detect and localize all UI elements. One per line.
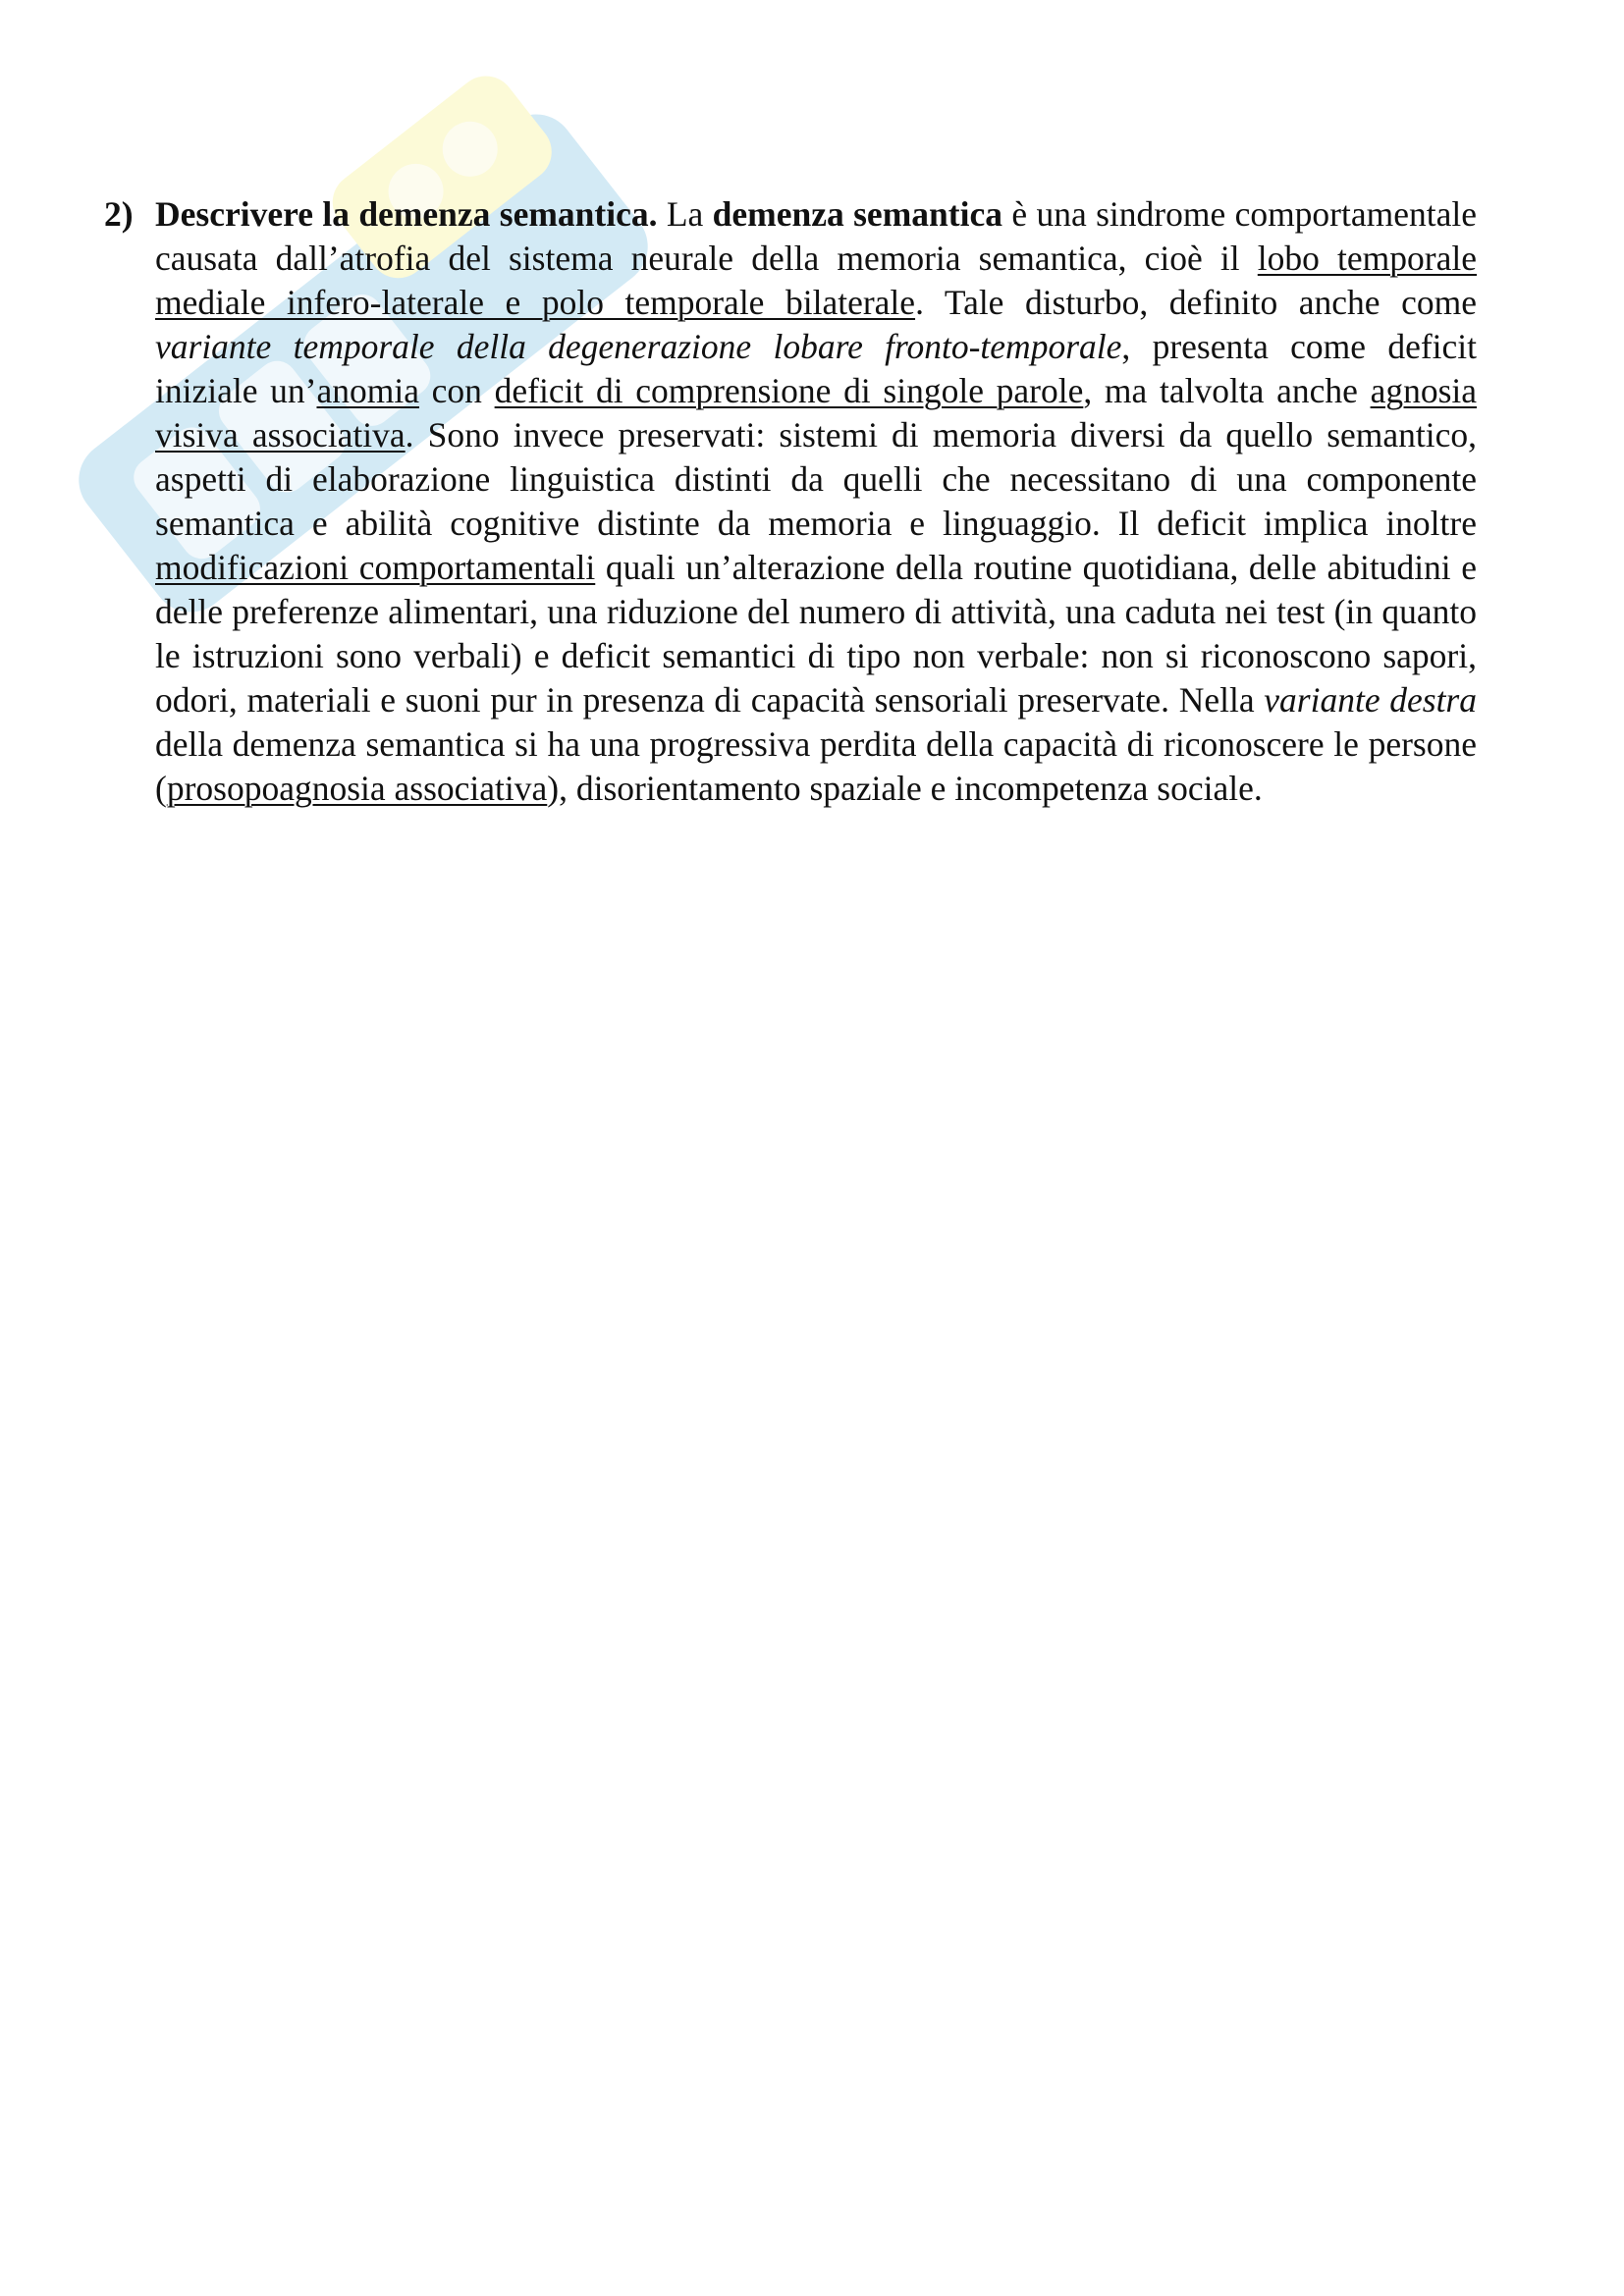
underlined-text: modificazioni comportamentali (155, 548, 596, 587)
underlined-text: anomia (316, 371, 419, 410)
text-run: quali un’alterazione della routine quotidiana, delle abitudini e delle preferenze alimentari, una riduzione del numero di attività, una caduta nei test (in quanto le istruzioni sono verbali) e deficit semantici di tipo non verbale: non si riconoscono sapori, odori, materiali e suoni pur in presenza di capacità sensoriali preservate. Nella (155, 548, 1477, 720)
underlined-text: lobo temporale mediale infero-laterale e polo temporale bilaterale (155, 239, 1477, 322)
underlined-text: agnosia visiva associativa (155, 371, 1478, 454)
text-run: ), disorientamento spaziale e incompetenza sociale. (547, 769, 1263, 808)
italic-text: variante temporale della degenerazione lobare fronto-temporale (155, 327, 1122, 366)
underlined-text: deficit di comprensione di singole parole (494, 371, 1084, 410)
text-run: La (657, 194, 713, 234)
underlined-text: prosopoagnosia associativa (166, 769, 548, 808)
text-run: , ma talvolta anche (1083, 371, 1371, 410)
bold-text: Descrivere la demenza semantica. (155, 194, 658, 234)
text-run: è una sindrome comportamentale causata dall’atrofia del sistema neurale della memoria semantica, cioè il (155, 194, 1477, 278)
item-paragraph (155, 192, 1477, 811)
bold-text: demenza semantica (712, 194, 1002, 234)
text-run: della demenza semantica si ha una progressiva perdita della capacità di riconoscere le persone ( (155, 724, 1477, 808)
text-run: . Tale disturbo, definito anche come (915, 283, 1478, 322)
item-number: 2) (104, 194, 134, 234)
text-run: con (418, 371, 495, 410)
text-run: . Sono invece preservati: sistemi di memoria diversi da quello semantico, aspetti di elaborazione linguistica distinti da quelli che necessitano di una componente semantica e abilità cognitive distinte da memoria e linguaggio. Il deficit implica inoltre (155, 415, 1478, 543)
italic-text: variante destra (1264, 680, 1478, 720)
text-run: , presenta come deficit iniziale un’ (155, 327, 1477, 410)
